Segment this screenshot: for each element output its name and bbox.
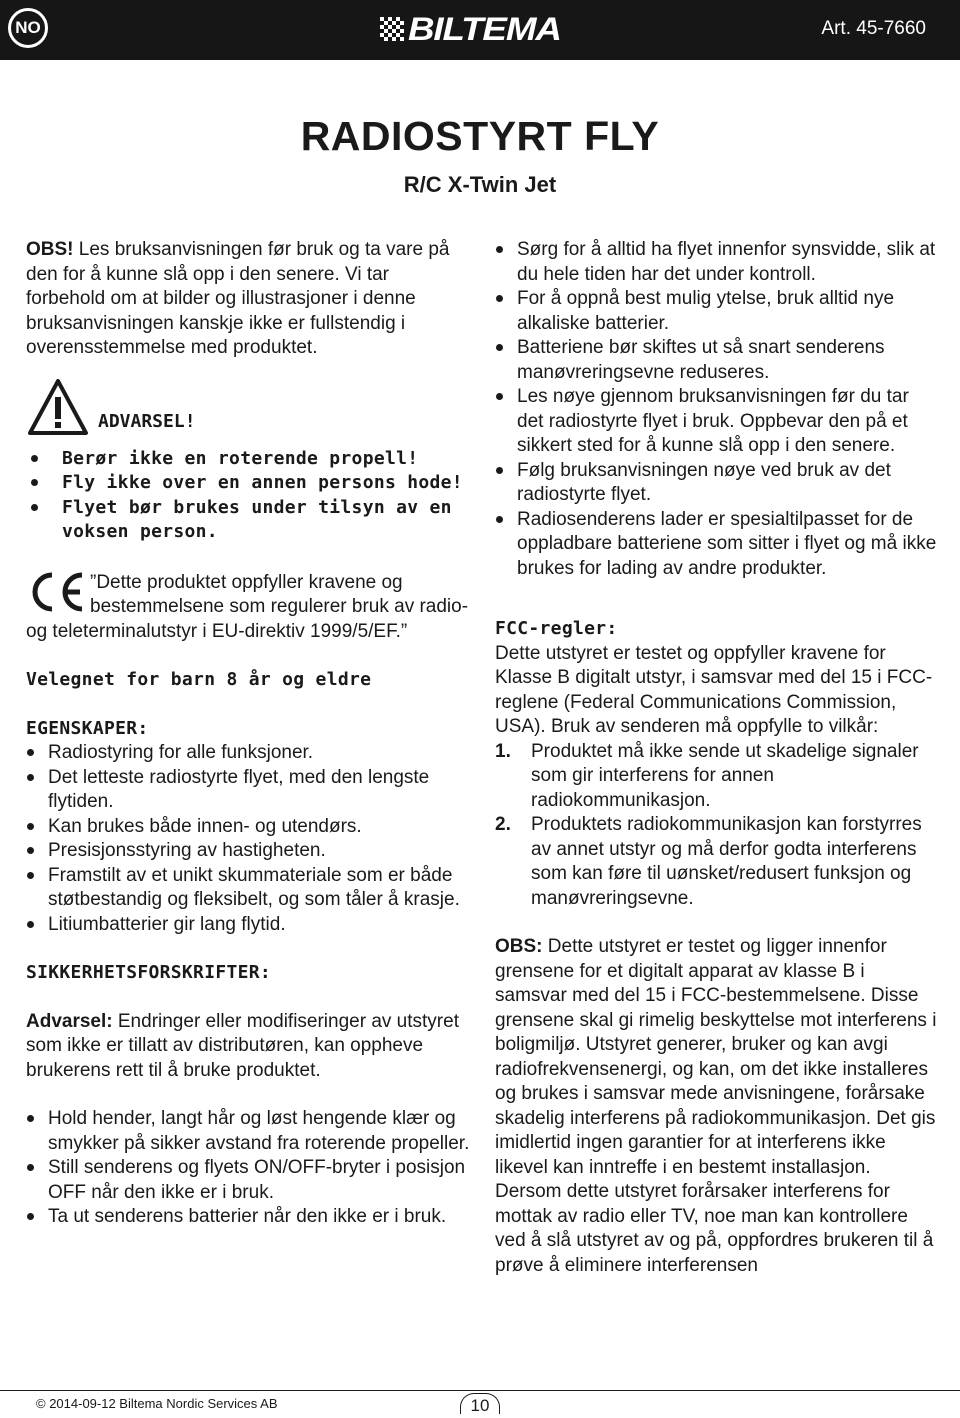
list-item: Presisjonsstyring av hastigheten. [26,839,471,864]
biltema-logo [380,10,561,47]
fcc-conditions [495,740,940,912]
left-column [26,238,471,1230]
list-item: Fly ikke over en annen persons hode! [26,471,471,496]
safety-list [26,1107,471,1230]
page-title: RADIOSTYRT FLY [300,113,660,159]
fcc-heading: FCC-regler: [495,618,618,639]
warning-heading-row [26,377,471,437]
list-item: Radiostyring for alle funksjoner. [26,741,471,766]
advarsel-label: Advarsel: [26,1010,113,1032]
obs2-text: Dette utstyret er testet og ligger innenfor grensene for et digitalt apparat av klasse B i samsvar med del 15 i FCC-bestemmelsene. Disse grensene skal gi rimelig beskyttelse mot interferens i boligmiljø. Utstyret generer, bruker og kan avgi radiofrekvensenergi, og kan, om det ikke installeres og brukes i samsvar mede anvisningene, forårsake skadelig interferens på radiokommunikasjon. Det gis imidlertid ingen garantier for at interferens ikke likevel kan inntreffe i en bestemt installasjon. [495,936,937,1178]
obs2-text-continued: Dersom dette utstyret forårsaker interferens for mottak av radio eller TV, noe man kan kontrollere ved å slå utstyret av og på, oppfordres brukeren til å prøve å eliminere interferensen [495,1181,934,1276]
list-item: Det letteste radiostyrte flyet, med den lengste flytiden. [26,766,471,815]
features-heading: EGENSKAPER: [26,717,149,739]
advarsel-paragraph [26,1010,471,1084]
list-item: Batteriene bør skiftes ut så snart senderens manøvreringsevne reduseres. [495,336,940,385]
ce-mark-icon [26,569,88,615]
item-text: Produktets radiokommunikasjon kan forstyrres av annet utstyr og må derfor godta interferens som kan føre til uønsket/redusert funksjon og manøvreringsevne. [531,814,922,909]
obs-paragraph [26,238,471,361]
language-badge: NO [8,8,48,48]
brand-wordmark: BILTEMA [408,10,561,47]
age-recommendation: Velegnet for barn 8 år og eldre [26,669,372,690]
advarsel-text: Endringer eller modifiseringer av utstyret som ikke er tillatt av distributøren, kan oppheve brukerens rett til å bruke produktet. [26,1010,459,1081]
list-item: Framstilt av et unikt skummateriale som er både støtbestandig og fleksibelt, og som tåler å krasje. [26,864,471,913]
checkered-flag-icon [380,17,404,41]
article-number: Art. 45-7660 [821,18,926,39]
list-item: Les nøye gjennom bruksanvisningen før du tar det radiostyrte flyet i bruk. Oppbevar den på et sikkert sted for å kunne slå opp i den senere. [495,385,940,459]
fcc-text: Dette utstyret er testet og oppfyller kravene for Klasse B digitalt utstyr, i samsvar med del 15 i FCC-reglene (Federal Communications Commission, USA). Bruk av senderen må oppfylle to vilkår: [495,642,933,737]
right-column [495,238,940,1278]
footer-copyright: © 2014-09-12 Biltema Nordic Services AB [36,1396,278,1411]
obs2-paragraph [495,935,940,1180]
list-item: For å oppnå best mulig ytelse, bruk alltid nye alkaliske batterier. [495,287,940,336]
safety-heading: SIKKERHETSFORSKRIFTER: [26,962,272,983]
list-item: Radiosenderens lader er spesialtilpasset for de oppladbare batteriene som sitter i flyet og må ikke brukes for lading av andre produkter. [495,508,940,582]
warning-title: ADVARSEL! [98,411,196,432]
item-number: 2. [495,814,511,835]
page-number: 10 [460,1393,500,1414]
obs-text: Les bruksanvisningen før bruk og ta vare på den for å kunne slå opp i den senere. Vi tar forbehold om at bilder og illustrasjoner i denne bruksanvisningen kanskje ikke er fullstendig i overensstemmelse med produktet. [26,239,450,358]
features-list [26,741,471,937]
list-item: Hold hender, langt hår og løst hengende klær og smykker på sikker avstand fra roterende propeller. [26,1107,471,1156]
item-number: 1. [495,740,511,762]
list-item [495,740,940,814]
list-item: Følg bruksanvisningen nøye ved bruk av det radiostyrte flyet. [495,459,940,508]
page-subtitle: R/C X-Twin Jet [403,172,557,197]
obs-label: OBS! [26,239,74,260]
obs2-label: OBS: [495,936,543,957]
list-item: Sørg for å alltid ha flyet innenfor synsvidde, slik at du hele tiden har det under kontroll. [495,238,940,287]
list-item [495,813,940,911]
header-bar [0,0,960,60]
list-item: Kan brukes både innen- og utendørs. [26,815,471,840]
footer-divider [0,1390,960,1391]
list-item: Flyet bør brukes under tilsyn av en voksen person. [26,496,471,545]
ce-text: ”Dette produktet oppfyller kravene og bestemmelsene som regulerer bruk av radio- og teleterminalutstyr i EU-direktiv 1999/5/EF.” [26,571,469,642]
item-text: Produktet må ikke sende ut skadelige signaler som gir interferens for annen radiokommunikasjon. [531,740,919,811]
usage-list [495,238,940,581]
warning-list [26,447,471,545]
list-item: Ta ut senderens batterier når den ikke er i bruk. [26,1205,471,1230]
list-item: Still senderens og flyets ON/OFF-bryter i posisjon OFF når den ikke er i bruk. [26,1156,471,1205]
ce-statement [26,571,471,645]
list-item: Berør ikke en roterende propell! [26,447,471,472]
list-item: Litiumbatterier gir lang flytid. [26,913,471,938]
warning-triangle-icon [26,377,90,437]
